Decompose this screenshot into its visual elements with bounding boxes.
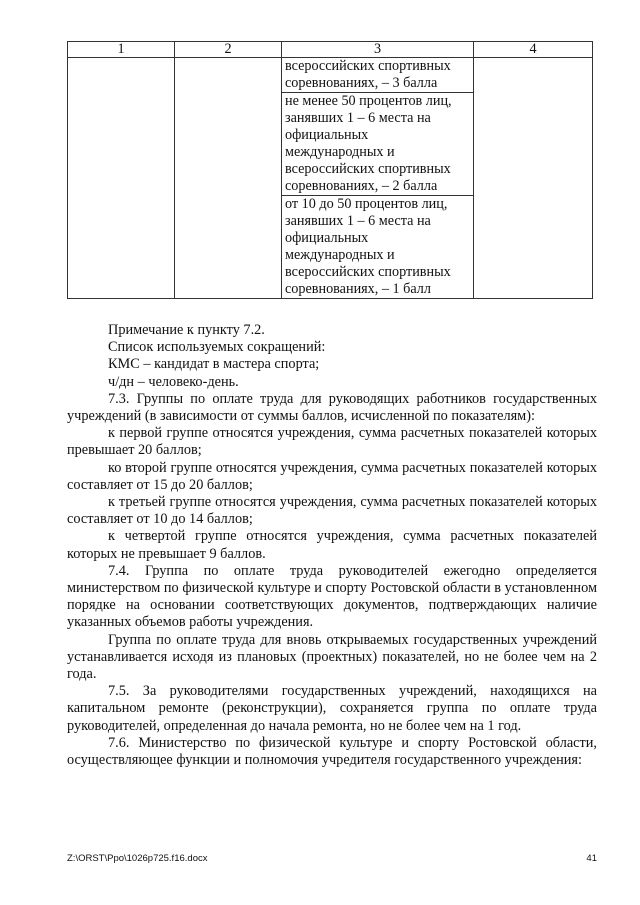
page-number: 41 [586,853,597,864]
table-cell-empty [68,58,175,299]
clause-7-4-continued: Группа по оплате труда для вновь открываемых государственных учреждений устанавливается исходя из плановых (проектных) показателей, но не более чем на 2 года. [67,631,597,683]
clause-7-6: 7.6. Министерство по физической культуре и спорту Ростовской области, осуществляющее функции и полномочия учредителя государственного учреждения: [67,734,597,769]
clause-7-5: 7.5. За руководителями государственных учреждений, находящихся на капитальном ремонте (реконструкции), сохраняется группа по оплате труда руководителей, определенная до начала ремонта, но не более чем на 1 год. [67,683,597,734]
continuation-table [67,41,593,299]
table-cell-empty [474,58,593,299]
abbreviations-heading: Список используемых сокращений: [108,339,326,356]
table-header-cell: 2 [175,42,282,58]
clause-7-3: 7.3. Группы по оплате труда для руководящих работников государственных учреждений (в зависимости от суммы баллов, исчисленной по показателям): [67,390,597,425]
table-header-cell: 3 [282,42,474,58]
table-cell-empty [175,58,282,299]
table-cell-criteria [282,58,474,299]
abbreviation-item: КМС – кандидат в мастера спорта; [108,356,320,373]
group-item: к первой группе относятся учреждения, сумма расчетных показателей которых превышает 20 баллов; [67,425,597,459]
footer-file-path: Z:\ORST\Ppo\1026p725.f16.docx [67,853,208,864]
abbreviation-item: ч/дн – человеко-день. [108,373,239,390]
table-header-row [68,42,593,58]
criteria-block: не менее 50 процентов лиц, занявших 1 – 6 места на официальных международных и всероссийских спортивных соревнованиях, – 2 балла [282,93,473,196]
table-header-cell: 1 [68,42,175,58]
group-item: к четвертой группе относятся учреждения, сумма расчетных показателей которых не превышает 9 баллов. [67,528,597,562]
document-body [67,322,597,769]
clause-7-4: 7.4. Группа по оплате труда руководителей ежегодно определяется министерством по физической культуре и спорту Ростовской области в установленном порядке на основании соответствующих документов, подтверждающих наличие указанных объемов работы учреждения. [67,562,597,631]
group-item: ко второй группе относятся учреждения, сумма расчетных показателей которых составляет от 15 до 20 баллов; [67,459,597,493]
table-row [68,58,593,299]
table-header-cell: 4 [474,42,593,58]
criteria-block: всероссийских спортивных соревнованиях, – 3 балла [282,58,473,93]
group-item: к третьей группе относятся учреждения, сумма расчетных показателей которых составляет от 10 до 14 баллов; [67,494,597,528]
criteria-block: от 10 до 50 процентов лиц, занявших 1 – 6 места на официальных международных и всероссийских спортивных соревнованиях, – 1 балл [285,196,451,297]
note-heading: Примечание к пункту 7.2. [108,322,265,338]
